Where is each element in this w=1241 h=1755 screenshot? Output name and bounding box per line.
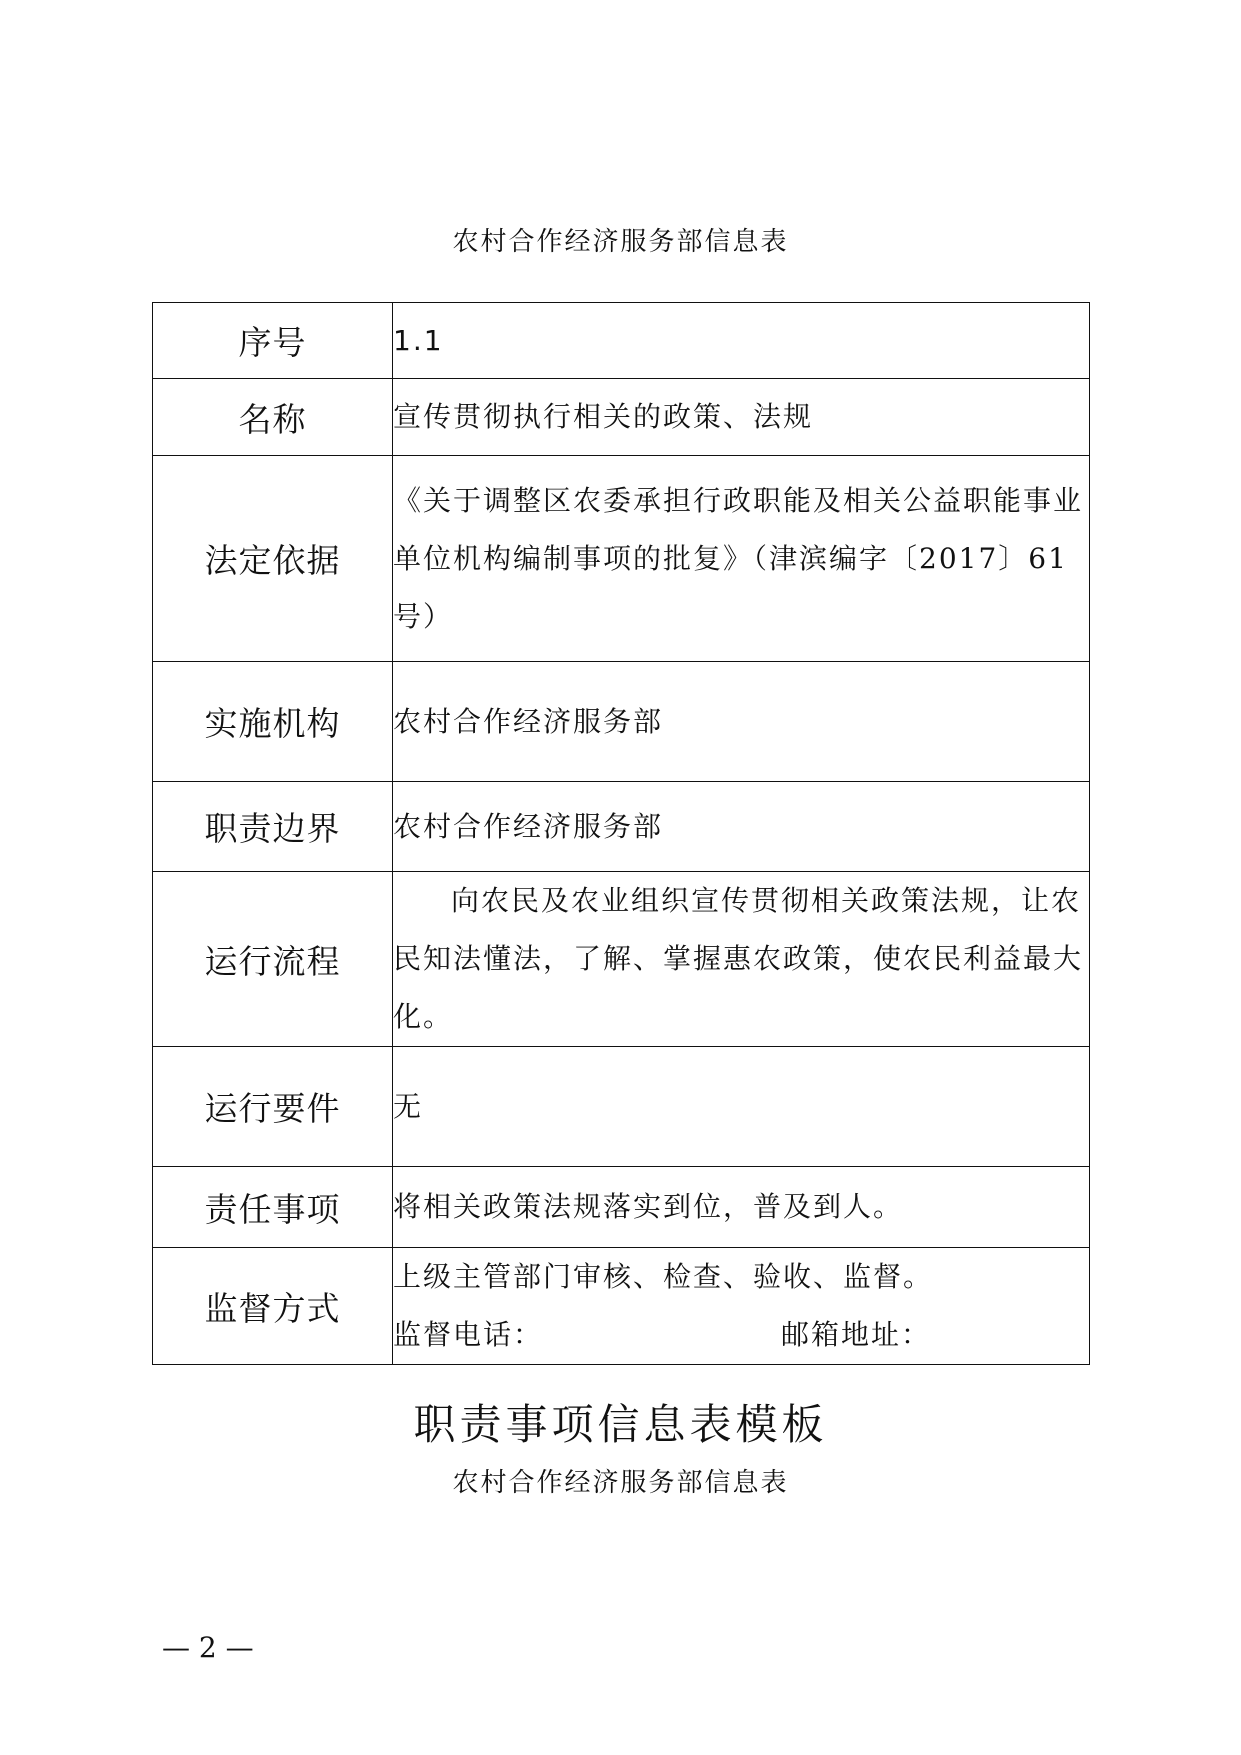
row-label-name: 名称 xyxy=(153,379,393,456)
row-label-supervision: 监督方式 xyxy=(153,1248,393,1365)
process-text: 向农民及农业组织宣传贯彻相关政策法规，让农民知法懂法，了解、掌握惠农政策，使农民利益最大化。 xyxy=(393,884,1084,1033)
row-value-name: 宣传贯彻执行相关的政策、法规 xyxy=(393,379,1090,456)
row-value-boundary: 农村合作经济服务部 xyxy=(393,782,1090,872)
row-label-requirements: 运行要件 xyxy=(153,1047,393,1167)
table-row-name xyxy=(153,379,1090,456)
row-value-supervision xyxy=(393,1248,1090,1365)
row-value-requirements: 无 xyxy=(393,1047,1090,1167)
row-label-agency: 实施机构 xyxy=(153,662,393,782)
table-row-responsibility xyxy=(153,1167,1090,1248)
template-subheading: 农村合作经济服务部信息表 xyxy=(452,1468,789,1498)
row-value-responsibility: 将相关政策法规落实到位，普及到人。 xyxy=(393,1167,1090,1248)
table-row-agency xyxy=(153,662,1090,782)
table-row-boundary xyxy=(153,782,1090,872)
info-table xyxy=(152,302,1090,1365)
row-label-boundary: 职责边界 xyxy=(153,782,393,872)
document-title: 农村合作经济服务部信息表 xyxy=(452,227,789,257)
supervision-contact-line xyxy=(393,1306,1089,1364)
table-row-legal-basis xyxy=(153,456,1090,662)
row-label-legal-basis: 法定依据 xyxy=(153,456,393,662)
supervision-phone-label: 监督电话： xyxy=(393,1318,544,1351)
row-value-process xyxy=(393,872,1090,1047)
row-value-seq: 1.1 xyxy=(393,303,1090,379)
supervision-email-label: 邮箱地址： xyxy=(781,1318,932,1351)
row-label-process: 运行流程 xyxy=(153,872,393,1047)
row-value-legal-basis: 《关于调整区农委承担行政职能及相关公益职能事业单位机构编制事项的批复》（津滨编字〔2017〕61号） xyxy=(393,456,1090,662)
row-label-seq: 序号 xyxy=(153,303,393,379)
table-row-supervision xyxy=(153,1248,1090,1365)
table-row-seq xyxy=(153,303,1090,379)
supervision-method: 上级主管部门审核、检查、验收、监督。 xyxy=(393,1260,934,1293)
page-number: — 2 — xyxy=(162,1631,254,1664)
row-value-agency: 农村合作经济服务部 xyxy=(393,662,1090,782)
row-label-responsibility: 责任事项 xyxy=(153,1167,393,1248)
table-row-requirements xyxy=(153,1047,1090,1167)
template-heading: 职责事项信息表模板 xyxy=(413,1400,828,1449)
table-row-process xyxy=(153,872,1090,1047)
